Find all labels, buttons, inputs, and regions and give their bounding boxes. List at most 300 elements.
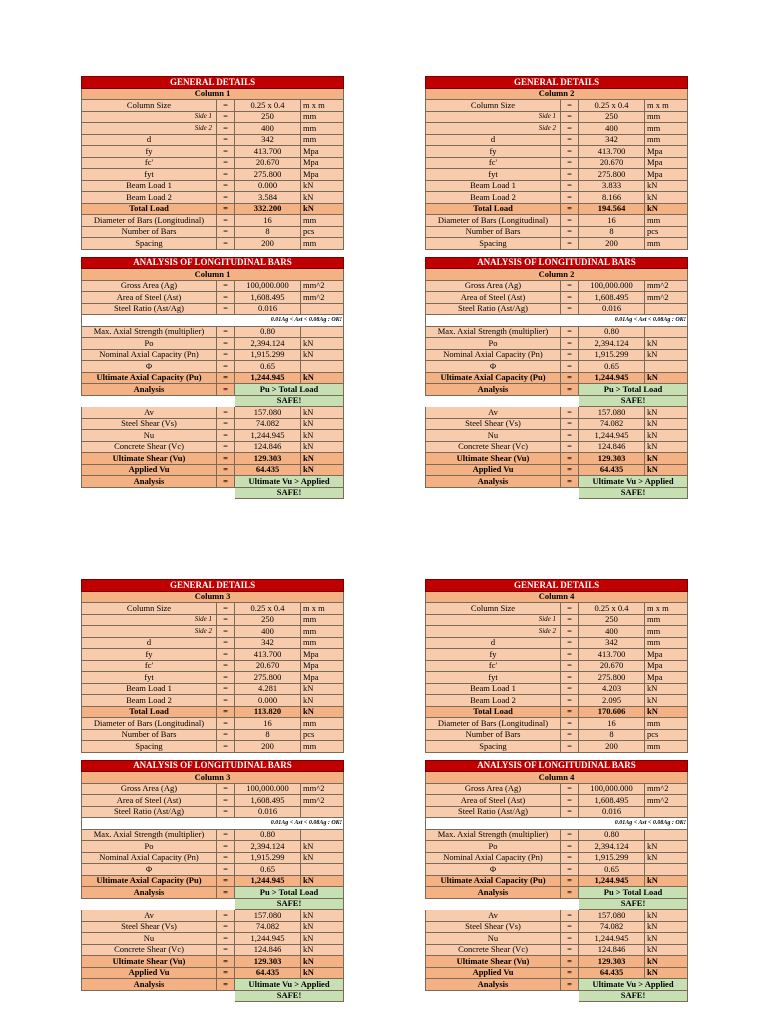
- ultimate-axial-capacity-row: [82, 875, 344, 887]
- beam-load-1-row: [82, 683, 344, 695]
- beam-load-1-equals: =: [217, 683, 235, 695]
- bar-diameter-equals: =: [561, 718, 579, 730]
- applied-vu-row: [82, 967, 344, 979]
- nominal-axial-capacity-row: [82, 852, 344, 864]
- applied-vu-unit: kN: [645, 464, 688, 476]
- fy-unit: Mpa: [645, 649, 688, 661]
- number-of-bars-equals: =: [561, 226, 579, 238]
- steel-ratio-row: [82, 303, 344, 315]
- d-label: d: [82, 637, 217, 649]
- ultimate-shear-row: [426, 956, 688, 968]
- po-label: Po: [82, 338, 217, 350]
- side-1-value: 250: [579, 111, 645, 123]
- steel-shear-unit: kN: [301, 418, 344, 430]
- steel-ratio-value: 0.016: [579, 806, 645, 818]
- ultimate-shear-value: 129.303: [235, 453, 301, 465]
- fyt-label: fyt: [82, 169, 217, 181]
- fy-value: 413.700: [579, 649, 645, 661]
- fc-equals: =: [217, 660, 235, 672]
- fc-label: fc': [426, 660, 561, 672]
- gross-area-row: [426, 280, 688, 292]
- beam-load-1-unit: kN: [301, 180, 344, 192]
- fyt-equals: =: [561, 169, 579, 181]
- spacing-row: [426, 741, 688, 753]
- spacing-label: Spacing: [82, 741, 217, 753]
- concrete-shear-value: 124.846: [235, 441, 301, 453]
- bar-diameter-label: Diameter of Bars (Longitudinal): [426, 718, 561, 730]
- fy-unit: Mpa: [645, 146, 688, 158]
- gross-area-label: Gross Area (Ag): [426, 783, 561, 795]
- nominal-axial-capacity-value: 1,915.299: [235, 852, 301, 864]
- bar-diameter-row: [426, 718, 688, 730]
- ultimate-shear-value: 129.303: [235, 956, 301, 968]
- shear-analysis-label: Analysis: [426, 476, 561, 488]
- concrete-shear-row: [426, 944, 688, 956]
- general-details-title: GENERAL DETAILS: [82, 77, 344, 89]
- av-equals: =: [561, 407, 579, 419]
- steel-ratio-row: [82, 806, 344, 818]
- phi-label: Φ: [82, 864, 217, 876]
- av-label: Av: [426, 407, 561, 419]
- column-size-row: [82, 100, 344, 112]
- beam-load-2-equals: =: [217, 695, 235, 707]
- fy-row: [82, 649, 344, 661]
- fyt-unit: Mpa: [645, 672, 688, 684]
- bar-diameter-row: [82, 718, 344, 730]
- concrete-shear-value: 124.846: [579, 944, 645, 956]
- ultimate-shear-equals: =: [561, 453, 579, 465]
- steel-shear-unit: kN: [645, 921, 688, 933]
- fy-equals: =: [217, 649, 235, 661]
- av-label: Av: [82, 407, 217, 419]
- ultimate-shear-row: [82, 453, 344, 465]
- beam-load-2-unit: kN: [301, 192, 344, 204]
- analysis-table: [81, 257, 344, 500]
- d-label: d: [426, 637, 561, 649]
- max-axial-strength-equals: =: [561, 829, 579, 841]
- ultimate-shear-label: Ultimate Shear (Vu): [82, 453, 217, 465]
- side-2-row: [426, 123, 688, 135]
- column-size-label: Column Size: [82, 603, 217, 615]
- column-size-equals: =: [561, 603, 579, 615]
- number-of-bars-label: Number of Bars: [426, 226, 561, 238]
- area-of-steel-equals: =: [217, 292, 235, 304]
- bar-diameter-equals: =: [217, 215, 235, 227]
- beam-load-2-unit: kN: [645, 192, 688, 204]
- steel-shear-value: 74.082: [579, 418, 645, 430]
- ultimate-axial-capacity-equals: =: [217, 875, 235, 887]
- steel-ratio-label: Steel Ratio (Ast/Ag): [426, 806, 561, 818]
- fy-value: 413.700: [235, 146, 301, 158]
- side-2-row: [426, 626, 688, 638]
- po-equals: =: [561, 338, 579, 350]
- shear-safe-status: SAFE!: [235, 487, 344, 499]
- nominal-axial-capacity-value: 1,915.299: [235, 349, 301, 361]
- fyt-label: fyt: [426, 672, 561, 684]
- steel-shear-row: [82, 418, 344, 430]
- max-axial-strength-value: 0.80: [579, 829, 645, 841]
- nominal-axial-capacity-value: 1,915.299: [579, 349, 645, 361]
- column-size-unit: m x m: [645, 100, 688, 112]
- bar-diameter-row: [82, 215, 344, 227]
- shear-analysis-row: [82, 476, 344, 488]
- applied-vu-unit: kN: [301, 967, 344, 979]
- av-value: 157.080: [579, 407, 645, 419]
- po-row: [426, 338, 688, 350]
- number-of-bars-unit: pcs: [301, 226, 344, 238]
- fc-value: 20.670: [579, 660, 645, 672]
- steel-ratio-note: 0.01Ag < Ast < 0.08Ag : OK!: [82, 315, 344, 327]
- steel-shear-equals: =: [561, 921, 579, 933]
- general-details-table: [81, 579, 344, 753]
- general-details-table: [81, 76, 344, 250]
- number-of-bars-value: 8: [579, 226, 645, 238]
- axial-analysis-equals: =: [561, 384, 579, 396]
- av-row: [426, 910, 688, 922]
- steel-ratio-note: 0.01Ag < Ast < 0.08Ag : OK!: [426, 818, 688, 830]
- area-of-steel-row: [426, 795, 688, 807]
- fyt-equals: =: [217, 672, 235, 684]
- axial-safe-status: SAFE!: [235, 395, 344, 407]
- fc-row: [426, 157, 688, 169]
- ultimate-axial-capacity-label: Ultimate Axial Capacity (Pu): [426, 875, 561, 887]
- max-axial-strength-equals: =: [561, 326, 579, 338]
- beam-load-1-row: [426, 683, 688, 695]
- nu-row: [82, 430, 344, 442]
- nu-label: Nu: [426, 933, 561, 945]
- side-2-unit: mm: [301, 123, 344, 135]
- gross-area-row: [82, 280, 344, 292]
- nominal-axial-capacity-row: [426, 852, 688, 864]
- shear-safe-status: SAFE!: [579, 487, 688, 499]
- general-details-title: GENERAL DETAILS: [426, 77, 688, 89]
- area-of-steel-unit: mm^2: [645, 292, 688, 304]
- phi-equals: =: [561, 361, 579, 373]
- bar-diameter-value: 16: [579, 215, 645, 227]
- d-value: 342: [235, 637, 301, 649]
- column-2-panel: [425, 76, 687, 499]
- fy-unit: Mpa: [301, 649, 344, 661]
- max-axial-strength-row: [426, 326, 688, 338]
- shear-analysis-result: Ultimate Vu > Applied: [235, 979, 344, 991]
- av-label: Av: [82, 910, 217, 922]
- nu-row: [426, 430, 688, 442]
- side-1-equals: =: [217, 111, 235, 123]
- phi-row: [426, 361, 688, 373]
- column-size-unit: m x m: [645, 603, 688, 615]
- fyt-value: 275.800: [235, 169, 301, 181]
- d-value: 342: [235, 134, 301, 146]
- side-1-value: 250: [235, 614, 301, 626]
- steel-ratio-unit: [645, 806, 688, 818]
- concrete-shear-unit: kN: [301, 944, 344, 956]
- general-details-table: [425, 76, 688, 250]
- side-2-label: Side 2: [82, 626, 217, 638]
- phi-unit: [645, 361, 688, 373]
- bar-diameter-value: 16: [579, 718, 645, 730]
- fy-row: [426, 146, 688, 158]
- bar-diameter-value: 16: [235, 215, 301, 227]
- d-unit: mm: [645, 134, 688, 146]
- fc-unit: Mpa: [645, 157, 688, 169]
- gross-area-unit: mm^2: [645, 280, 688, 292]
- steel-ratio-note: 0.01Ag < Ast < 0.08Ag : OK!: [426, 315, 688, 327]
- fyt-label: fyt: [426, 169, 561, 181]
- side-1-unit: mm: [301, 111, 344, 123]
- beam-load-1-label: Beam Load 1: [82, 180, 217, 192]
- steel-ratio-unit: [301, 303, 344, 315]
- analysis-title: ANALYSIS OF LONGITUDINAL BARS: [426, 257, 688, 269]
- beam-load-2-value: 2.095: [579, 695, 645, 707]
- area-of-steel-row: [82, 292, 344, 304]
- fy-value: 413.700: [579, 146, 645, 158]
- column-size-value: 0.25 x 0.4: [579, 603, 645, 615]
- applied-vu-value: 64.435: [579, 967, 645, 979]
- nu-label: Nu: [82, 430, 217, 442]
- beam-load-2-equals: =: [217, 192, 235, 204]
- side-2-row: [82, 123, 344, 135]
- bar-diameter-label: Diameter of Bars (Longitudinal): [82, 718, 217, 730]
- fyt-value: 275.800: [235, 672, 301, 684]
- beam-load-2-unit: kN: [645, 695, 688, 707]
- nominal-axial-capacity-unit: kN: [301, 852, 344, 864]
- side-1-equals: =: [217, 614, 235, 626]
- steel-shear-unit: kN: [301, 921, 344, 933]
- beam-load-2-label: Beam Load 2: [426, 695, 561, 707]
- applied-vu-label: Applied Vu: [82, 464, 217, 476]
- axial-safe-status: SAFE!: [579, 395, 688, 407]
- steel-shear-equals: =: [561, 418, 579, 430]
- fc-label: fc': [82, 157, 217, 169]
- applied-vu-unit: kN: [645, 967, 688, 979]
- av-value: 157.080: [235, 407, 301, 419]
- ultimate-axial-capacity-equals: =: [561, 372, 579, 384]
- number-of-bars-row: [426, 226, 688, 238]
- concrete-shear-label: Concrete Shear (Vc): [426, 944, 561, 956]
- concrete-shear-equals: =: [217, 944, 235, 956]
- max-axial-strength-unit: [645, 326, 688, 338]
- area-of-steel-row: [82, 795, 344, 807]
- fyt-row: [82, 169, 344, 181]
- shear-safe-row: [426, 487, 688, 499]
- nu-label: Nu: [426, 430, 561, 442]
- shear-analysis-label: Analysis: [426, 979, 561, 991]
- nu-unit: kN: [645, 933, 688, 945]
- side-1-equals: =: [561, 111, 579, 123]
- number-of-bars-unit: pcs: [645, 226, 688, 238]
- steel-shear-row: [426, 921, 688, 933]
- spacing-label: Spacing: [426, 238, 561, 250]
- max-axial-strength-unit: [301, 326, 344, 338]
- axial-analysis-row: [426, 384, 688, 396]
- shear-analysis-row: [426, 476, 688, 488]
- av-equals: =: [217, 910, 235, 922]
- nu-value: 1,244.945: [579, 430, 645, 442]
- fyt-label: fyt: [82, 672, 217, 684]
- fy-label: fy: [82, 649, 217, 661]
- av-equals: =: [217, 407, 235, 419]
- phi-unit: [645, 864, 688, 876]
- nominal-axial-capacity-unit: kN: [645, 852, 688, 864]
- concrete-shear-unit: kN: [301, 441, 344, 453]
- ultimate-axial-capacity-value: 1,244.945: [235, 372, 301, 384]
- po-unit: kN: [301, 841, 344, 853]
- ultimate-shear-unit: kN: [301, 453, 344, 465]
- nu-equals: =: [561, 933, 579, 945]
- beam-load-1-label: Beam Load 1: [82, 683, 217, 695]
- beam-load-2-row: [82, 192, 344, 204]
- po-equals: =: [217, 338, 235, 350]
- phi-row: [82, 864, 344, 876]
- total-load-value: 113.820: [235, 706, 301, 718]
- gross-area-row: [426, 783, 688, 795]
- gross-area-label: Gross Area (Ag): [426, 280, 561, 292]
- gross-area-unit: mm^2: [301, 783, 344, 795]
- side-2-unit: mm: [645, 626, 688, 638]
- ultimate-shear-equals: =: [217, 453, 235, 465]
- axial-analysis-row: [426, 887, 688, 899]
- applied-vu-equals: =: [561, 967, 579, 979]
- nominal-axial-capacity-label: Nominal Axial Capacity (Pn): [426, 852, 561, 864]
- general-details-table: [425, 579, 688, 753]
- analysis-column-name: Column 3: [82, 772, 344, 784]
- beam-load-1-value: 0.000: [235, 180, 301, 192]
- steel-ratio-label: Steel Ratio (Ast/Ag): [82, 303, 217, 315]
- column-size-row: [82, 603, 344, 615]
- d-label: d: [426, 134, 561, 146]
- bar-diameter-equals: =: [217, 718, 235, 730]
- av-value: 157.080: [579, 910, 645, 922]
- number-of-bars-value: 8: [235, 226, 301, 238]
- gross-area-equals: =: [217, 783, 235, 795]
- concrete-shear-value: 124.846: [579, 441, 645, 453]
- beam-load-2-equals: =: [561, 192, 579, 204]
- area-of-steel-label: Area of Steel (Ast): [82, 292, 217, 304]
- gross-area-value: 100,000.000: [579, 280, 645, 292]
- ultimate-axial-capacity-value: 1,244.945: [579, 875, 645, 887]
- ultimate-shear-unit: kN: [645, 956, 688, 968]
- total-load-unit: kN: [301, 203, 344, 215]
- av-row: [82, 910, 344, 922]
- axial-analysis-equals: =: [561, 887, 579, 899]
- total-load-label: Total Load: [82, 203, 217, 215]
- ultimate-axial-capacity-equals: =: [561, 875, 579, 887]
- total-load-equals: =: [561, 706, 579, 718]
- side-2-value: 400: [579, 123, 645, 135]
- side-2-unit: mm: [645, 123, 688, 135]
- fyt-unit: Mpa: [645, 169, 688, 181]
- applied-vu-row: [426, 464, 688, 476]
- applied-vu-label: Applied Vu: [82, 967, 217, 979]
- max-axial-strength-value: 0.80: [579, 326, 645, 338]
- gross-area-equals: =: [561, 280, 579, 292]
- beam-load-2-label: Beam Load 2: [82, 695, 217, 707]
- ultimate-axial-capacity-row: [426, 372, 688, 384]
- phi-unit: [301, 361, 344, 373]
- spacing-unit: mm: [301, 741, 344, 753]
- side-1-value: 250: [579, 614, 645, 626]
- nu-unit: kN: [645, 430, 688, 442]
- spacing-value: 200: [579, 741, 645, 753]
- applied-vu-value: 64.435: [579, 464, 645, 476]
- steel-ratio-row: [426, 806, 688, 818]
- fc-label: fc': [426, 157, 561, 169]
- max-axial-strength-row: [426, 829, 688, 841]
- side-1-row: [82, 111, 344, 123]
- concrete-shear-label: Concrete Shear (Vc): [82, 944, 217, 956]
- beam-load-2-row: [426, 192, 688, 204]
- number-of-bars-unit: pcs: [645, 729, 688, 741]
- gross-area-equals: =: [561, 783, 579, 795]
- analysis-title: ANALYSIS OF LONGITUDINAL BARS: [82, 760, 344, 772]
- side-1-label: Side 1: [426, 111, 561, 123]
- nominal-axial-capacity-row: [426, 349, 688, 361]
- max-axial-strength-row: [82, 326, 344, 338]
- fy-label: fy: [426, 146, 561, 158]
- area-of-steel-unit: mm^2: [645, 795, 688, 807]
- nu-value: 1,244.945: [579, 933, 645, 945]
- number-of-bars-equals: =: [217, 226, 235, 238]
- fy-row: [82, 146, 344, 158]
- bar-diameter-equals: =: [561, 215, 579, 227]
- applied-vu-label: Applied Vu: [426, 464, 561, 476]
- fc-row: [426, 660, 688, 672]
- total-load-value: 194.564: [579, 203, 645, 215]
- shear-safe-row: [82, 990, 344, 1002]
- phi-row: [426, 864, 688, 876]
- side-1-unit: mm: [645, 614, 688, 626]
- ultimate-shear-value: 129.303: [579, 453, 645, 465]
- av-unit: kN: [645, 407, 688, 419]
- d-unit: mm: [301, 637, 344, 649]
- d-value: 342: [579, 134, 645, 146]
- axial-analysis-result: Pu > Total Load: [235, 887, 344, 899]
- fc-equals: =: [561, 157, 579, 169]
- axial-analysis-equals: =: [217, 887, 235, 899]
- column-size-row: [426, 100, 688, 112]
- spacing-row: [82, 238, 344, 250]
- steel-ratio-unit: [301, 806, 344, 818]
- max-axial-strength-row: [82, 829, 344, 841]
- gross-area-label: Gross Area (Ag): [82, 280, 217, 292]
- nominal-axial-capacity-equals: =: [217, 349, 235, 361]
- fy-unit: Mpa: [301, 146, 344, 158]
- axial-safe-row: [82, 898, 344, 910]
- gross-area-value: 100,000.000: [579, 783, 645, 795]
- total-load-unit: kN: [645, 706, 688, 718]
- nominal-axial-capacity-equals: =: [561, 349, 579, 361]
- shear-analysis-row: [82, 979, 344, 991]
- max-axial-strength-unit: [301, 829, 344, 841]
- phi-equals: =: [217, 361, 235, 373]
- applied-vu-equals: =: [561, 464, 579, 476]
- beam-load-1-equals: =: [561, 180, 579, 192]
- beam-load-1-unit: kN: [301, 683, 344, 695]
- total-load-label: Total Load: [426, 706, 561, 718]
- phi-value: 0.65: [235, 361, 301, 373]
- po-unit: kN: [301, 338, 344, 350]
- column-name: Column 3: [82, 591, 344, 603]
- analysis-column-name: Column 1: [82, 269, 344, 281]
- area-of-steel-unit: mm^2: [301, 795, 344, 807]
- spacing-value: 200: [235, 741, 301, 753]
- steel-ratio-label: Steel Ratio (Ast/Ag): [426, 303, 561, 315]
- nominal-axial-capacity-unit: kN: [645, 349, 688, 361]
- applied-vu-equals: =: [217, 464, 235, 476]
- d-equals: =: [217, 134, 235, 146]
- shear-analysis-row: [426, 979, 688, 991]
- beam-load-1-label: Beam Load 1: [426, 180, 561, 192]
